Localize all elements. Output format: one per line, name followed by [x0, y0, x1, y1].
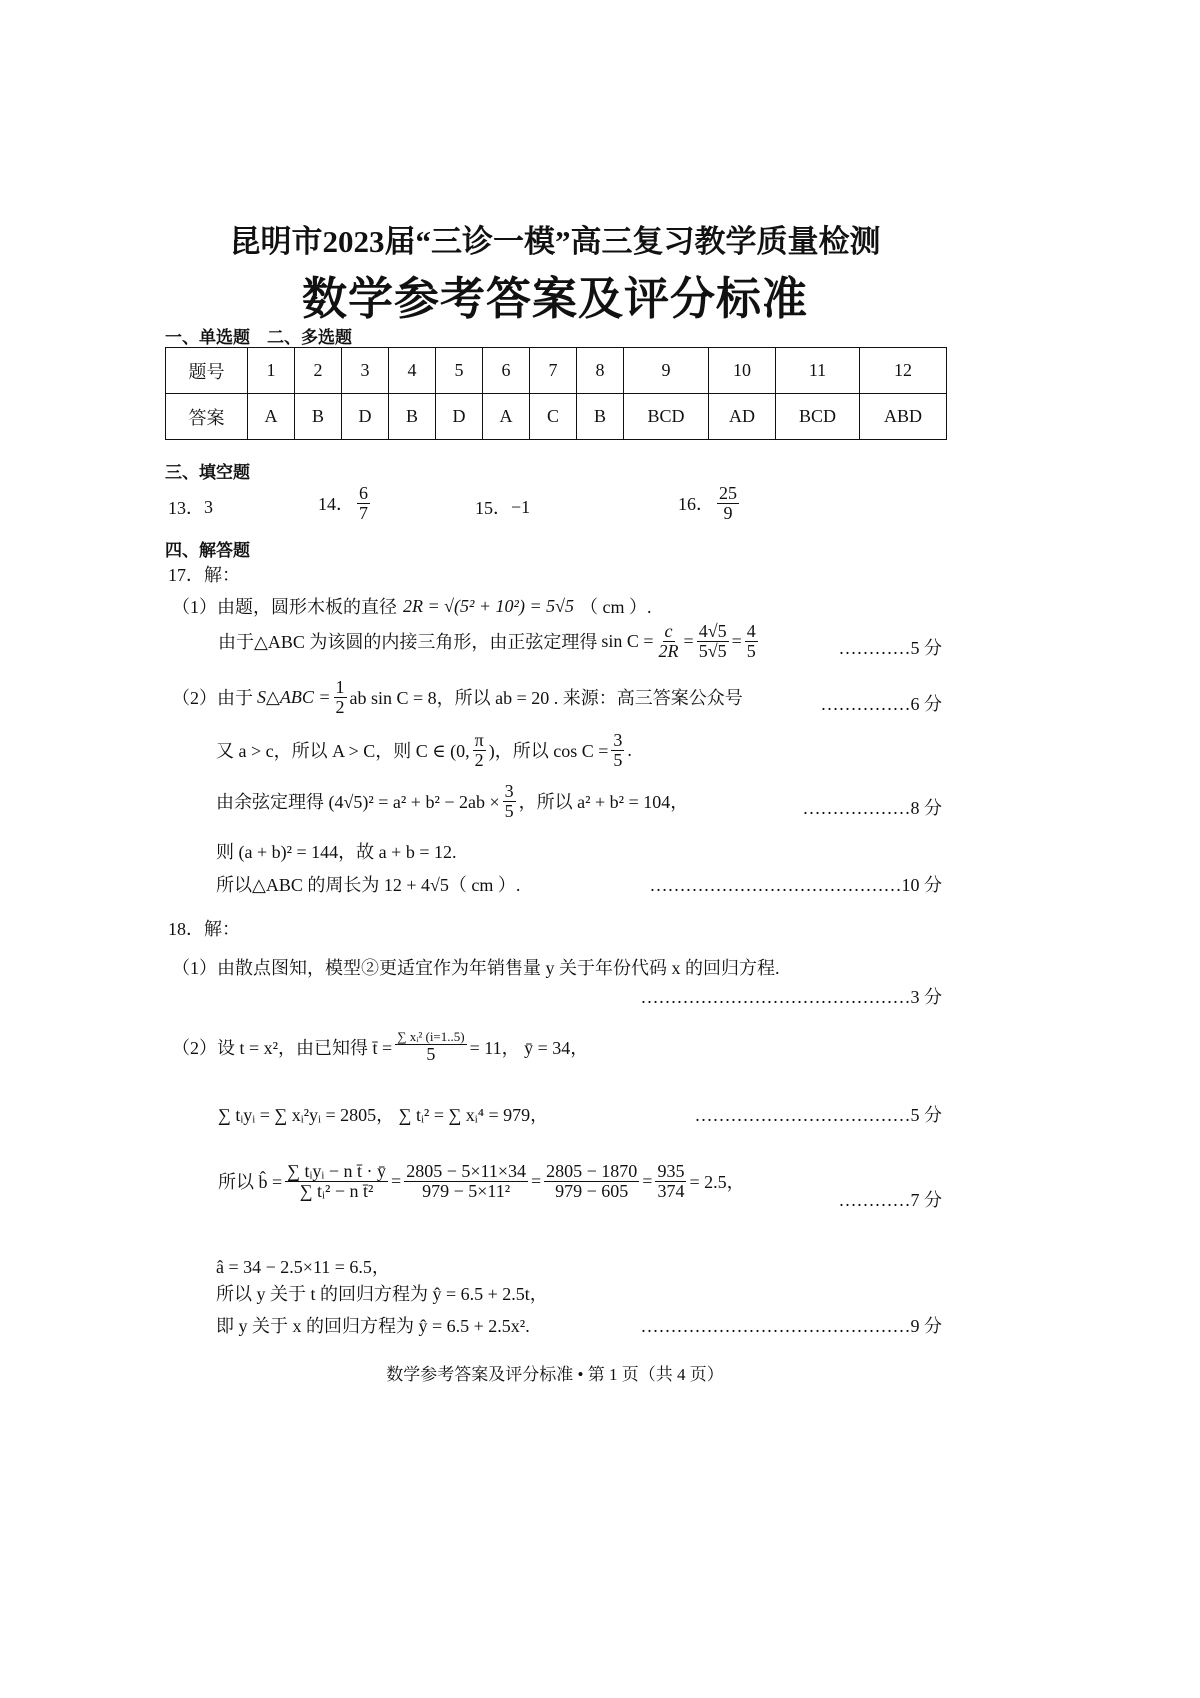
fill-answer-14 [318, 484, 373, 523]
text: ab sin C = 8，所以 ab = 20 . 来源：高三答案公众号 [349, 688, 743, 709]
q17-heading: 17．解： [168, 565, 240, 585]
math: 2R = √(5² + 10²) = 5√5 [403, 595, 574, 616]
table-cell: 10 [709, 348, 776, 394]
numerator: 2805 − 5×11×34 [406, 1161, 526, 1181]
section-heading-fill: 三、填空题 [165, 463, 250, 482]
fraction [357, 484, 370, 523]
score-mark: ………………8 分 [802, 798, 942, 818]
denominator: 2 [335, 696, 345, 717]
q18-line-2 [172, 1030, 588, 1064]
fill-answer-16 [678, 484, 742, 523]
section-heading-choice: 一、单选题 二、多选题 [165, 328, 352, 347]
math: S△ABC = [257, 686, 331, 707]
table-cell: A [483, 394, 530, 440]
q18-line-5: â = 34 − 2.5×11 = 6.5， [216, 1257, 390, 1277]
fraction [611, 731, 624, 770]
table-cell: 8 [577, 348, 624, 394]
table-cell: C [530, 394, 577, 440]
score-mark: ………………………………………3 分 [640, 987, 942, 1007]
table-cell: B [577, 394, 624, 440]
fraction [334, 678, 347, 717]
text: （ cm ）. [579, 597, 652, 617]
numerator: 3 [504, 781, 514, 801]
fraction [404, 1162, 528, 1201]
table-cell: 7 [530, 348, 577, 394]
text: . [627, 739, 632, 760]
fraction [717, 484, 739, 523]
numerator: 1 [335, 677, 345, 697]
table-cell: 9 [624, 348, 709, 394]
answer: 3 [204, 496, 213, 517]
fraction [745, 622, 758, 661]
table-cell: A [248, 394, 295, 440]
denominator: 5 [426, 1043, 436, 1064]
numerator: 6 [359, 483, 368, 503]
table-cell: B [389, 394, 436, 440]
table-cell: 1 [248, 348, 295, 394]
fill-answer-13 [168, 494, 213, 520]
fraction [655, 1162, 686, 1201]
q18-line-3: ∑ tᵢyᵢ = ∑ xᵢ²yᵢ = 2805， ∑ tᵢ² = ∑ xᵢ⁴ = 979， [218, 1105, 549, 1125]
denominator: 5 [504, 800, 514, 821]
table-row-answers [166, 394, 947, 440]
table-cell: 11 [776, 348, 860, 394]
numerator: c [664, 621, 673, 641]
numerator: 25 [719, 483, 737, 503]
table-cell: BCD [624, 394, 709, 440]
item-number: 16． [678, 494, 714, 515]
fraction [697, 622, 729, 661]
table-cell: 5 [436, 348, 483, 394]
text: （2）设 t = x²，由已知得 t̄ = [172, 1037, 393, 1058]
q17-line-3 [172, 678, 743, 717]
fraction [395, 1030, 466, 1064]
q17-line-6: 则 (a + b)² = 144，故 a + b = 12. [216, 842, 457, 862]
numerator: 3 [613, 730, 623, 750]
numerator: ∑ xᵢ² (i=1..5) [397, 1029, 465, 1044]
document-subtitle: 数学参考答案及评分标准 [301, 274, 808, 324]
denominator: 5 [746, 640, 756, 661]
q17-line-5 [216, 782, 688, 821]
answer: −1 [511, 496, 531, 517]
table-cell: ABD [860, 394, 947, 440]
score-mark: ………………………………………9 分 [640, 1316, 942, 1336]
denominator: 2R [658, 640, 679, 661]
fraction [657, 622, 681, 661]
table-cell: D [436, 394, 483, 440]
table-cell: BCD [776, 394, 860, 440]
table-cell: AD [709, 394, 776, 440]
text: )，所以 cos C = [488, 741, 609, 762]
table-row-numbers [166, 348, 947, 394]
numerator: 935 [657, 1161, 685, 1181]
score-mark: ………………………………5 分 [694, 1105, 942, 1125]
numerator: 4√5 [698, 621, 727, 641]
item-number: 14． [318, 494, 354, 515]
q18-line-1: （1）由散点图知，模型②更适宜作为年销售量 y 关于年份代码 x 的回归方程. [172, 958, 780, 978]
row-header: 题号 [166, 348, 248, 394]
table-cell: 12 [860, 348, 947, 394]
fraction [544, 1162, 639, 1201]
numerator: 2805 − 1870 [546, 1161, 638, 1181]
item-number: 15． [475, 498, 511, 518]
q17-line-4 [216, 731, 632, 770]
document-title: 昆明市2023届“三诊一模”高三复习教学质量检测 [229, 224, 881, 259]
page-footer: 数学参考答案及评分标准 • 第 1 页（共 4 页） [386, 1365, 724, 1384]
text: 所以 b̂ = [218, 1172, 283, 1193]
q17-line-1 [172, 593, 651, 619]
fraction [503, 782, 516, 821]
numerator: ∑ tᵢyᵢ − n t̄ · ȳ [287, 1161, 387, 1181]
denominator: 374 [657, 1180, 685, 1201]
numerator: 4 [746, 621, 756, 641]
score-mark: …………7 分 [838, 1190, 942, 1210]
numerator: π [474, 730, 484, 750]
denominator: 7 [359, 502, 368, 523]
answer-table [165, 347, 947, 440]
denominator: 979 − 5×11² [422, 1180, 511, 1201]
section-heading-solutions: 四、解答题 [165, 541, 250, 560]
text: 由于△ABC 为该圆的内接三角形，由正弦定理得 [218, 632, 598, 653]
score-mark: …………5 分 [838, 638, 942, 658]
table-cell: B [295, 394, 342, 440]
q18-line-6: 所以 y 关于 t 的回归方程为 ŷ = 6.5 + 2.5t， [216, 1284, 548, 1304]
math: sin C = [601, 630, 654, 651]
denominator: 9 [723, 502, 733, 523]
denominator: ∑ tᵢ² − n t̄² [299, 1180, 374, 1201]
text: 由余弦定理得 (4√5)² = a² + b² − 2ab × [216, 792, 500, 813]
q18-line-7: 即 y 关于 x 的回归方程为 ŷ = 6.5 + 2.5x². [216, 1316, 530, 1336]
text: = 11， ȳ = 34， [469, 1037, 589, 1058]
fraction [285, 1162, 388, 1201]
score-mark: ……………6 分 [820, 694, 942, 714]
denominator: 5 [613, 749, 623, 770]
text: （2）由于 [172, 688, 253, 709]
text: ，所以 a² + b² = 104， [518, 792, 689, 813]
text: 又 a > c，所以 A > C，则 C ∈ (0, [216, 741, 470, 762]
score-mark: ……………………………………10 分 [649, 875, 942, 895]
table-cell: 2 [295, 348, 342, 394]
table-cell: 4 [389, 348, 436, 394]
item-number: 13． [168, 498, 204, 518]
text: = 2.5， [689, 1172, 745, 1193]
denominator: 2 [474, 749, 484, 770]
q17-line-2: 由于△ABC 为该圆的内接三角形，由正弦定理得 sin C = $\frac{c}{2R}$ = $\frac{4√5}{5√5}$ = $\frac{4}{5}$ [218, 621, 756, 661]
table-cell: 3 [342, 348, 389, 394]
denominator: 979 − 605 [555, 1180, 629, 1201]
q18-line-4: 所以 b̂ = $\frac{\text{∑ tᵢyᵢ − n t̄ · ȳ}}{\text{∑ tᵢ² − n t̄²}}$ = $\frac{2805 - 5\times 11\times 34}{\text{979 − 5×11²}}$ = $\frac{2805 - 1870}{979 - 605}$ = $\frac{935}{374}$ = 2.5， [218, 1161, 745, 1201]
table-cell: 6 [483, 348, 530, 394]
denominator: 5√5 [698, 640, 727, 661]
q18-heading: 18．解： [168, 919, 240, 939]
row-header: 答案 [166, 394, 248, 440]
q17-line-7: 所以△ABC 的周长为 12 + 4√5（ cm ）. [216, 875, 521, 895]
text: （1）由题，圆形木板的直径 [172, 597, 397, 617]
fill-answer-15 [475, 494, 530, 520]
fraction [473, 731, 486, 770]
table-cell: D [342, 394, 389, 440]
